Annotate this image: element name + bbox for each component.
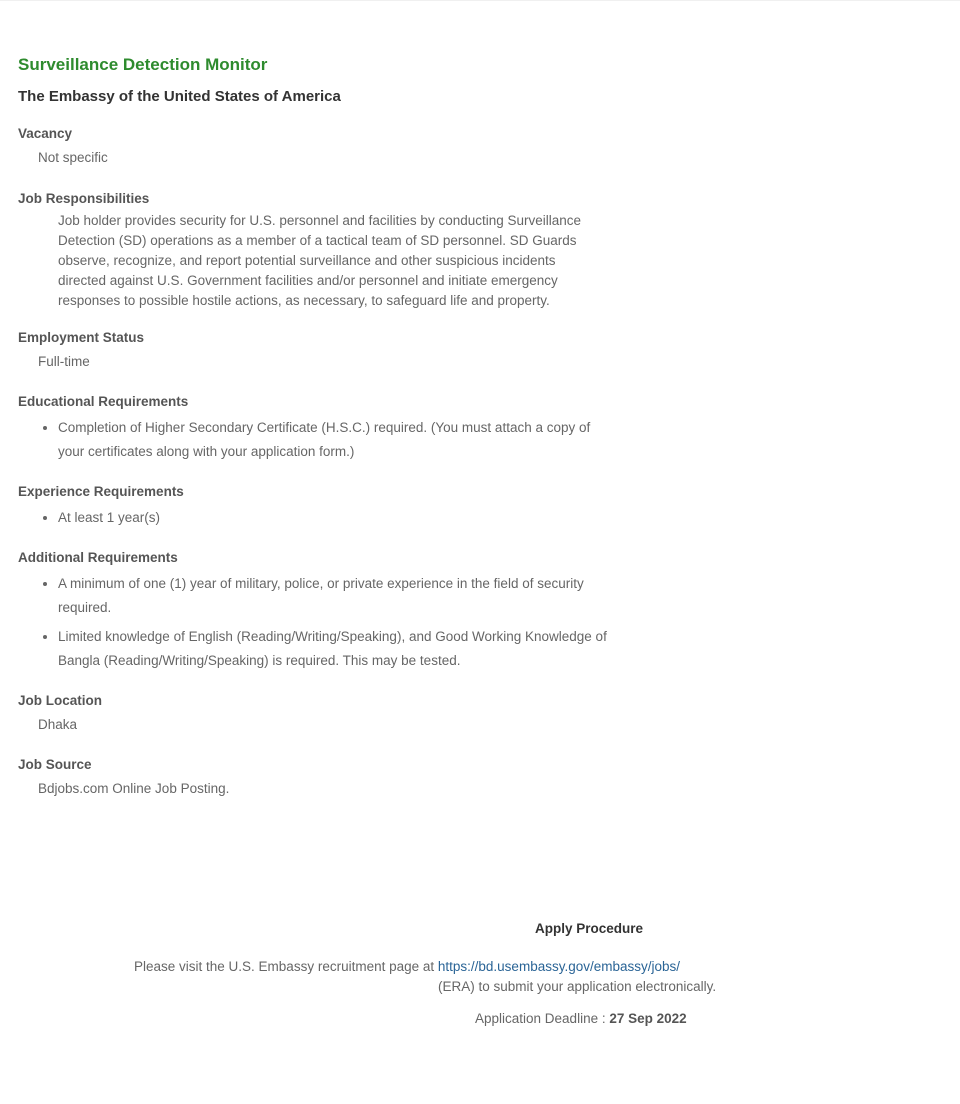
list-item: • At least 1 year(s)	[58, 506, 618, 530]
job-title: Surveillance Detection Monitor	[18, 55, 268, 74]
apply-procedure-title: Apply Procedure	[535, 921, 644, 936]
responsibilities-text: Job holder provides security for U.S. personnel and facilities by conducting Surveillance Detection (SD) operations as a member of a tactical team of SD personnel. SD Guards observe, recognize, and report potential surveillance and other suspicious incidents directed against U.S. Government facilities and/or personnel and initiate emergency responses to possible hostile actions, as necessary, to safeguard life and property.	[58, 213, 582, 308]
section-source	[18, 755, 618, 799]
top-divider	[0, 0, 960, 1]
vacancy-value: Not specific	[38, 150, 108, 165]
education-list	[18, 416, 618, 464]
list-item: • A minimum of one (1) year of military, police, or private experience in the field of security required.	[58, 572, 618, 620]
additional-list	[18, 572, 618, 673]
section-employment-status	[18, 328, 618, 372]
employment-status-value: Full-time	[38, 354, 90, 369]
section-vacancy	[18, 124, 618, 168]
list-item: • Limited knowledge of English (Reading/Writing/Speaking), and Good Working Knowledge of Bangla (Reading/Writing/Speaking) is required. This may be tested.	[58, 625, 618, 673]
location-value: Dhaka	[38, 717, 78, 732]
application-deadline	[475, 1011, 687, 1026]
section-education	[18, 392, 618, 464]
section-experience	[18, 482, 618, 530]
apply-instructions	[134, 959, 680, 974]
deadline-label: Application Deadline :	[475, 1011, 610, 1026]
additional-label: Additional Requirements	[18, 550, 178, 565]
experience-label: Experience Requirements	[18, 484, 184, 499]
education-label: Educational Requirements	[18, 394, 189, 409]
responsibilities-label: Job Responsibilities	[18, 191, 150, 206]
recruitment-page-link[interactable]: https://bd.usembassy.gov/embassy/jobs/	[437, 959, 681, 974]
vacancy-label: Vacancy	[18, 126, 73, 141]
section-location	[18, 691, 618, 735]
source-label: Job Source	[18, 757, 92, 772]
job-details	[18, 52, 618, 799]
experience-list	[18, 506, 618, 530]
section-additional	[18, 548, 618, 673]
company-name: The Embassy of the United States of America	[18, 88, 341, 105]
source-value: Bdjobs.com Online Job Posting.	[38, 781, 230, 796]
list-item: • Completion of Higher Secondary Certificate (H.S.C.) required. (You must attach a copy of your certificates along with your application form.)	[58, 416, 618, 464]
apply-instructions-continued: (ERA) to submit your application electronically.	[438, 979, 717, 994]
employment-status-label: Employment Status	[18, 330, 145, 345]
apply-instructions-text: Please visit the U.S. Embassy recruitment page at	[134, 959, 438, 974]
deadline-value: 27 Sep 2022	[609, 1011, 687, 1026]
location-label: Job Location	[18, 693, 102, 708]
section-responsibilities	[18, 189, 618, 311]
